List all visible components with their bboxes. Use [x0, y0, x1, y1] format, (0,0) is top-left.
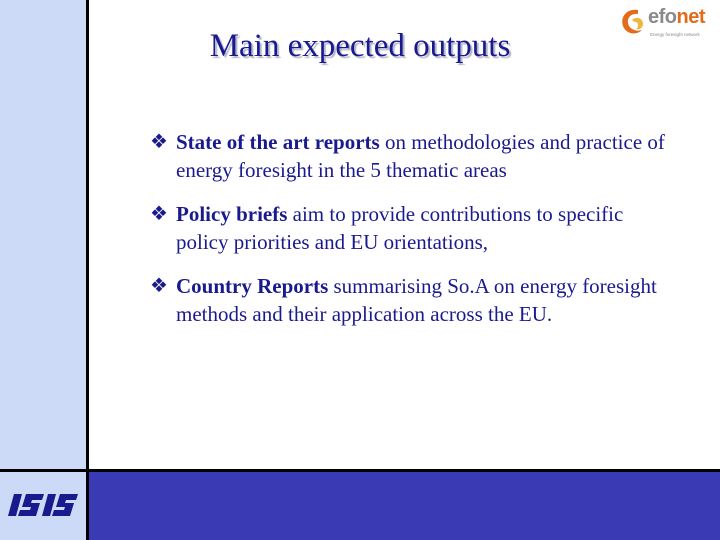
bullet-bold-text: Policy briefs — [176, 202, 288, 226]
diamond-bullet-icon: ❖ — [150, 203, 168, 225]
slide-title: Main expected outputs — [209, 28, 511, 64]
efonet-tagline: Energy foresight network — [650, 32, 700, 37]
diamond-bullet-icon: ❖ — [150, 275, 168, 297]
bullet-item — [150, 272, 670, 328]
bullet-text: summarising So.A on energy foresight methods and their application across the EU. — [176, 274, 657, 326]
bullet-bold-text: Country Reports — [176, 274, 329, 298]
left-decorative-panel — [0, 0, 86, 540]
bullet-item — [150, 200, 670, 256]
efonet-logo — [616, 4, 716, 44]
diamond-bullet-icon: ❖ — [150, 131, 168, 153]
bullet-list — [150, 128, 670, 344]
efonet-wordmark: efonet — [648, 6, 705, 28]
bullet-text: aim to provide contributions to specific policy priorities and EU orientations, — [176, 202, 624, 254]
vertical-divider — [86, 0, 89, 540]
bottom-color-bar — [89, 472, 720, 540]
bullet-bold-text: State of the art reports — [176, 130, 380, 154]
bullet-item — [150, 128, 670, 184]
isis-logo — [6, 492, 78, 518]
efonet-swirl-icon — [618, 6, 648, 40]
bullet-text: on methodologies and practice of energy foresight in the 5 thematic areas — [176, 130, 665, 182]
